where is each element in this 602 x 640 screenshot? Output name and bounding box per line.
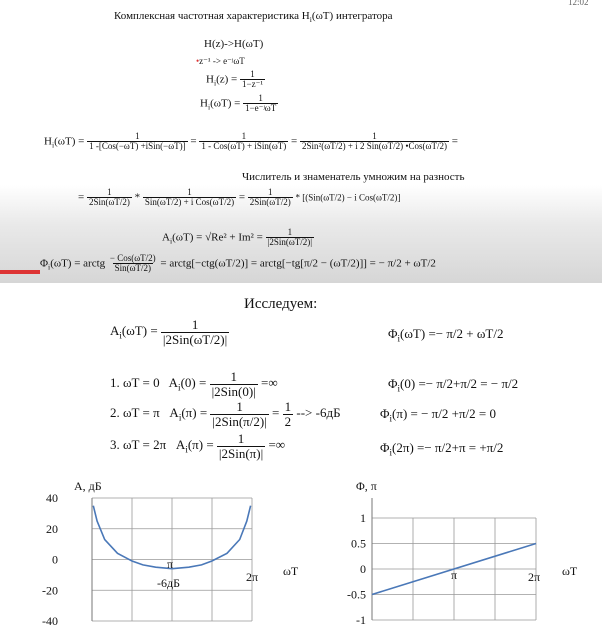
amp-xtick-2pi: 2π [246,570,259,584]
case-row-1-amplitude: 1. ωT = 0 $A_i(0)$ = $\frac{1}{\text{|2Sin(0)|}}$ =∞ [110,369,278,399]
ytick-label: -1 [356,613,366,627]
page-corner-label: 12:02 [568,0,589,7]
ytick-label: 20 [46,521,58,536]
ytick-label: 1 [360,511,366,525]
ytick-label: -0.5 [347,587,366,602]
rationalized-equation: = $\frac{1}{\text{2Sin(ωT/2)}}$ * $\frac{1}{\text{Sin(ωT/2) + i Cos(ωT/2)}}$ = $\frac{1}{\text{2Sin(ωT/2)}}$ * [(Sin(ωT/2) − i Cos(ωT/2)] [78,187,401,208]
ytick-label: -40 [42,614,58,628]
amp-ylabel: A, дБ [74,479,102,493]
phase-xtick-pi: π [451,568,458,582]
case-row-3-amplitude: 3. ωT = 2π $A_i(\pi)$ = $\frac{1}{\text{|2Sin(π)|}}$ =∞ [110,431,286,461]
phase-chart [347,479,578,627]
ytick-label: 0.5 [351,536,366,551]
multiply-note: Числитель и знаменатель умножим на разность [242,171,465,183]
hi-wt-formula: $H_i(\omega T)$ = $\frac{1}{\text{1−e⁻ʲωT}}$ [200,93,277,114]
ytick-label: 40 [46,491,58,505]
case-row-1-phase: $\Phi_i(0) =- \pi/2+\pi/2$ = − π/2 [388,376,519,394]
ytick-label: 0 [52,552,58,567]
ytick-label: -20 [42,583,58,598]
amp-xtick-pi: π [167,557,174,571]
line-hz-to-hwt: H(z)->H(ωT) [204,38,264,50]
line-z-substitution: •z⁻¹ -> e⁻ʲωT [196,56,245,66]
amp-annotation: -6дБ [157,576,180,590]
study-phase-formula: $\Phi_i(\omega T) =- \pi/2 + \omega T/2$ [388,326,504,344]
study-heading: Исследуем: [244,296,318,312]
case-row-2-phase: $\Phi_i(\pi)$ = − π/2 +π/2 = 0 [380,406,496,424]
amplitude-definition: $A_i(\omega T) = √Re^2 + Im^2$ = $\frac{1}{\text{|2Sin(ωT/2)|}}$ [162,227,313,248]
red-marker [0,270,40,274]
case-row-2-amplitude: 2. ωT = π $A_i(\pi)$ = $\frac{1}{\text{|2Sin(π/2)|}}$ = $\frac{1}{2}$ --> -6дБ [110,399,341,429]
amp-xlabel: ωT [283,564,299,578]
phase-grid [372,498,536,620]
study-amplitude-formula: $A_i(\omega T)$ = $\frac{1}{\text{|2Sin(ωT/2)|}}$ [110,317,228,347]
charts-svg [0,468,602,640]
phase-xlabel: ωT [562,564,578,578]
phase-definition: $\Phi_i(\omega T)$ = arctg $\frac{\text{− Cos(ωT/2)}}{\text{Sin(ωT/2)}}$ = arctg[−ctg(ωT/2)] = arctg[−tg[π/2 − (ωT/2)]] = − π/2 + ωT/2 [40,253,436,274]
amp-yticks [42,491,58,628]
hi-expansion-equation: $H_i(\omega T)$ = $\frac{1}{\text{1 -[Cos(−ωT) +iSin(−ωT)]}}$ = $\frac{1}{\text{1 - Cos(ωT) + iSin(ωT)}}$ = $\frac{1}{\text{2Sin²(ωT/2) + i 2 Sin(ωT/2) •Cos(ωT/2)}}$ = [44,131,458,152]
amplitude-chart [42,479,299,628]
phase-yticks [347,511,366,627]
phase-ylabel: Φ, π [356,479,377,493]
top-title: Комплексная частотная характеристика $H_i(\omega T)$ интегратора [114,10,393,25]
ytick-label: 0 [360,562,366,576]
phase-xtick-2pi: 2π [528,570,541,584]
case-row-3-phase: $\Phi_i(2\pi) =- \pi/2+\pi = +\pi/2$ [380,440,504,458]
hi-z-formula: $H_i(z)$ = $\frac{1}{\text{1−z⁻¹}}$ [206,69,264,90]
